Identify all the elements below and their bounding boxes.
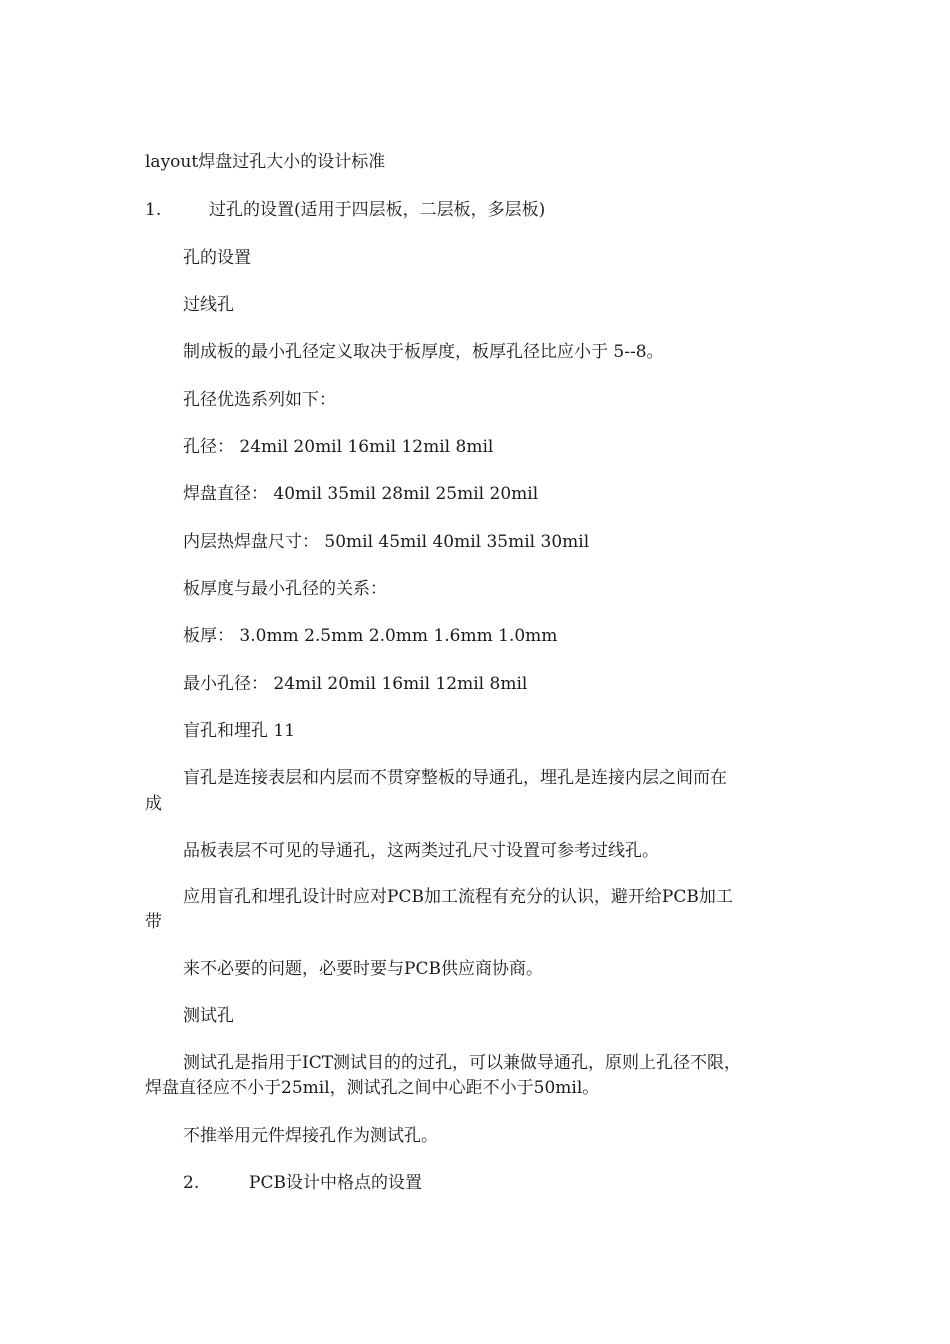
paragraph-hole-diameter: 孔径： 24mil 20mil 16mil 12mil 8mil: [183, 437, 494, 457]
paragraph-blind-desc-line-2: 成: [145, 794, 162, 814]
paragraph-test-desc-line-2: 焊盘直径应不小于25mil，测试孔之间中心距不小于50mil。: [145, 1078, 600, 1098]
paragraph-not-recommend: 不推举用元件焊接孔作为测试孔。: [183, 1126, 438, 1146]
paragraph-inner-pad: 内层热焊盘尺寸： 50mil 45mil 40mil 35mil 30mil: [183, 532, 590, 552]
section-2-heading: [183, 1171, 422, 1195]
section-1-number: 1.: [145, 200, 162, 220]
paragraph-min-diameter: 最小孔径： 24mil 20mil 16mil 12mil 8mil: [183, 674, 528, 694]
paragraph-pad-diameter: 焊盘直径： 40mil 35mil 28mil 25mil 20mil: [183, 484, 539, 504]
paragraph-apply-line-3: 来不必要的问题，必要时要与PCB供应商协商。: [183, 959, 543, 979]
section-1-heading: [145, 198, 545, 222]
paragraph-relation: 板厚度与最小孔径的关系：: [183, 579, 387, 599]
paragraph-min-hole: 制成板的最小孔径定义取决于板厚度，板厚孔径比应小于 5--8。: [183, 342, 664, 362]
paragraph-preferred: 孔径优选系列如下：: [183, 390, 336, 410]
paragraph-apply-line-2: 带: [145, 912, 162, 932]
paragraph-thickness: 板厚： 3.0mm 2.5mm 2.0mm 1.6mm 1.0mm: [183, 626, 558, 646]
paragraph-hole-setting: 孔的设置: [183, 248, 251, 268]
paragraph-test-desc-line-1: 测试孔是指用于ICT测试目的的过孔，可以兼做导通孔，原则上孔径不限，: [183, 1053, 742, 1073]
paragraph-test-hole: 测试孔: [183, 1006, 234, 1026]
paragraph-blind-desc-line-3: 品板表层不可见的导通孔，这两类过孔尺寸设置可参考过线孔。: [183, 841, 659, 861]
paragraph-blind-buried: 盲孔和埋孔 11: [183, 721, 296, 741]
document-title: layout焊盘过孔大小的设计标准: [145, 152, 386, 172]
paragraph-blind-desc-line-1: 盲孔是连接表层和内层而不贯穿整板的导通孔，埋孔是连接内层之间而在: [183, 768, 727, 788]
section-1-title: 过孔的设置(适用于四层板，二层板，多层板): [209, 200, 546, 220]
section-2-number: 2.: [183, 1173, 200, 1193]
paragraph-via: 过线孔: [183, 295, 234, 315]
section-2-title: PCB设计中格点的设置: [249, 1173, 422, 1193]
paragraph-apply-line-1: 应用盲孔和埋孔设计时应对PCB加工流程有充分的认识，避开给PCB加工: [183, 887, 733, 907]
